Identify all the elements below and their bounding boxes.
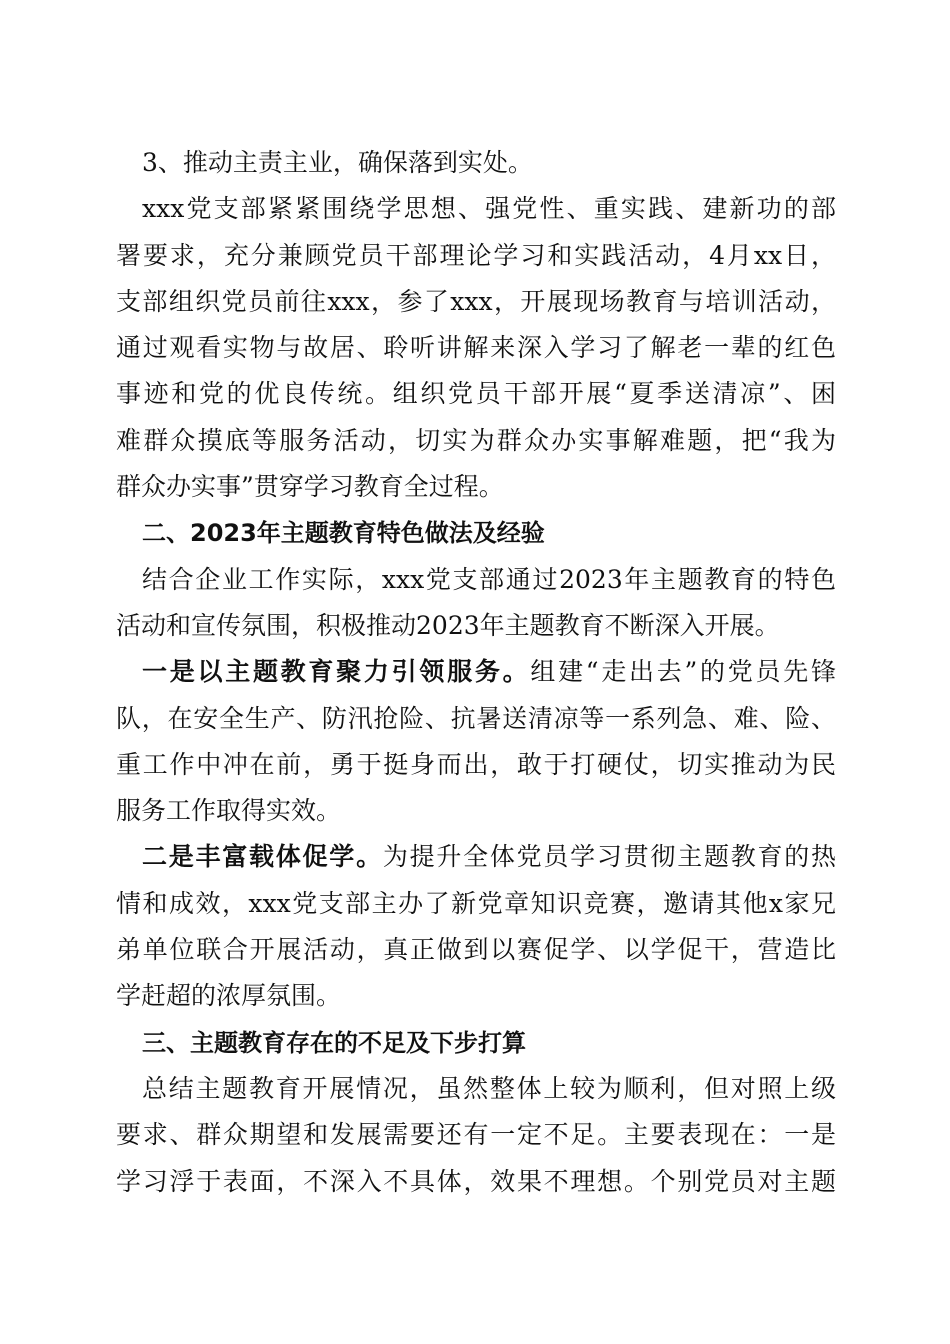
para2-line-2: 活动和宣传氛围，积极推动2023年主题教育不断深入开展。 — [116, 610, 780, 640]
para3-lead: 一是以主题教育聚力引领服务。 — [142, 657, 531, 687]
section-heading-2: 二、2023年主题教育特色做法及经验 — [142, 519, 545, 548]
para4-line-1 — [116, 834, 836, 880]
para1-line-6: 难群众摸底等服务活动，切实为群众办实事解难题，把“我为 — [116, 425, 836, 455]
para3-line-1 — [116, 649, 836, 695]
para3-line-3: 重工作中冲在前，勇于挺身而出，敢于打硬仗，切实推动为民 — [116, 749, 836, 779]
para5-line-2: 要求、群众期望和发展需要还有一定不足。主要表现在：一是 — [116, 1120, 836, 1150]
para1-line-2: 署要求，充分兼顾党员干部理论学习和实践活动，4月xx日， — [116, 240, 836, 270]
para4-line-3: 弟单位联合开展活动，真正做到以赛促学、以学促干，营造比 — [116, 935, 836, 965]
para5-line-1: 总结主题教育开展情况，虽然整体上较为顺利，但对照上级 — [142, 1073, 836, 1103]
para1-line-4: 通过观看实物与故居、聆听讲解来深入学习了解老一辈的红色 — [116, 333, 836, 363]
document-body — [116, 140, 836, 1205]
para1-line-3: 支部组织党员前往xxx，参了xxx，开展现场教育与培训活动， — [116, 286, 836, 316]
para5-line-3: 学习浮于表面，不深入不具体，效果不理想。个别党员对主题 — [116, 1166, 836, 1196]
para1-line-1: xxx党支部紧紧围绕学思想、强党性、重实践、建新功的部 — [142, 194, 836, 224]
para4-rest: 为提升全体党员学习贯彻主题教育的热 — [382, 842, 836, 872]
para1-line-5: 事迹和党的优良传统。组织党员干部开展“夏季送清凉”、困 — [116, 379, 836, 409]
para4-lead: 二是丰富载体促学。 — [142, 842, 383, 872]
para2-line-1: 结合企业工作实际，xxx党支部通过2023年主题教育的特色 — [142, 564, 836, 594]
section-heading-3: 三、主题教育存在的不足及下步打算 — [142, 1028, 526, 1057]
para3-line-4: 服务工作取得实效。 — [116, 796, 342, 826]
para1-line-7: 群众办实事”贯穿学习教育全过程。 — [116, 472, 504, 502]
para4-line-4: 学赶超的浓厚氛围。 — [116, 981, 342, 1011]
para3-rest: 组建“走出去”的党员先锋 — [530, 657, 836, 687]
para3-line-2: 队，在安全生产、防汛抢险、抗暑送清凉等一系列急、难、险、 — [116, 703, 836, 733]
item-3-heading: 3、推动主责主业，确保落到实处。 — [142, 148, 533, 177]
para4-line-2: 情和成效，xxx党支部主办了新党章知识竞赛，邀请其他x家兄 — [116, 888, 836, 918]
